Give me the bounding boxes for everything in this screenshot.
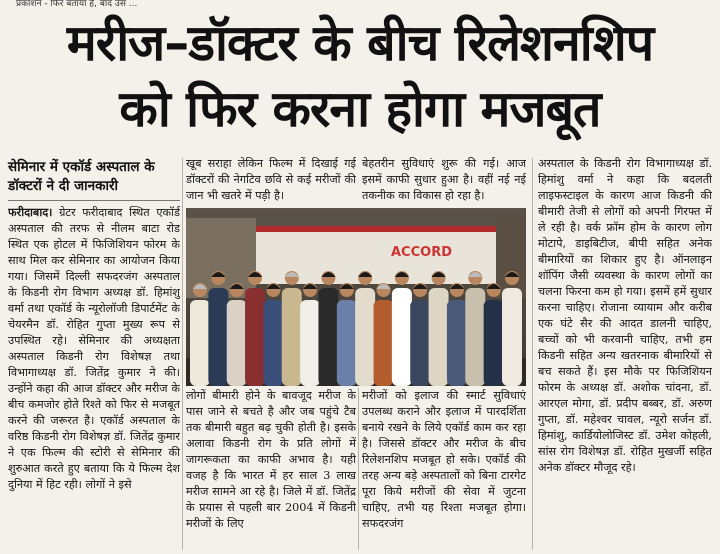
headline [0,10,720,142]
group-photo-image [186,208,526,386]
column-1 [8,204,180,552]
column-divider-2 [358,388,359,550]
column-2-top-text: खूब सराहा लेकिन फिल्म में दिखाई गई डॉक्टरों की नेगटिव छवि से कई मरीजों की जान भी खतरे में पड़ी है। [186,157,356,202]
column-2-bottom-text: लोगों बीमारी होने के बावजूद मरीज के पास जाने से बचते है और जब पहुंचे टैब तक बीमारी बहुत बढ़ चुकी होती है। इसके अलावा किडनी रोग के प्रति लोगों में जागरूकता का काफी अभाव है। यही वजह है कि भारत में हर साल 3 लाख मरीज सामने आ रहे है। जिले में डॉ. जितेंद्र के प्रयास से पहली बार 2004 में किडनी मरीजों के लिए [186,389,356,530]
column-3-bottom [362,388,526,552]
column-2-top [186,156,356,206]
column-3-bottom-text: मरीजों को इलाज की स्मार्ट सुविधाएं उपलब्ध कराने और इलाज में पारदर्शिता बनाये रखने के लिये एकॉर्ड काम कर रहा है। जिससे डॉक्टर और मरीज के बीच रिलेशनशिप मजबूत हो सके। एकॉर्ड की तरह अन्य बड़े अस्पतालों को बिना टारगेट पूरा किये मरीजों की सेवा में जुटना चाहिए, तभी यह रिश्ता मजबूत होगा। सफदरजंग [362,389,526,530]
top-strip-text: प्रकाशन - फिर बताया है, बाद उस ... [16,0,138,9]
column-1-text: ग्रेटर फरीदाबाद स्थित एकॉर्ड अस्पताल की तरफ से नीलम बाटा रोड स्थित एक होटल में फिजिशियन फोरम के साथ मिल कर सेमिनार का आयोजन किया गया। जिसमें दिल्ली सफदरजंग अस्पताल के किडनी रोग विभाग अध्यक्ष डॉ. हिमांशु वर्मा तथा एकॉर्ड के न्यूरोलॉजी डिपार्टमेंट के चेयरमैन डॉ. रोहित गुप्ता मुख्य रूप से उपस्थित रहे। सेमिनार की अध्यक्षता अस्पताल किडनी रोग विशेषज्ञ तथा विभागाध्यक्ष डॉ. जितेंद्र कुमार ने की। उन्होंने कहा की आज डॉक्टर और मरीज के बीच कमजोर होते रिश्ते को फिर से मजबूत करने की जरूरत है। एकॉर्ड अस्पताल के वरिष्ठ किडनी रोग विशेषज्ञ डॉ. जितेंद्र कुमार ने एक फिल्म की स्टोरी से सेमिनार की शुरुआत करते हुए बताया कि ये फिल्म देश दुनिया में हिट रही। लोगों ने इसे [8,206,180,491]
column-3-top [362,156,526,206]
column-divider-1 [182,158,183,550]
headline-line-2: को फिर करना होगा मजबूत [119,80,601,138]
headline-line-1: मरीज–डॉक्टर के बीच रिलेशनशिप [66,14,654,72]
dateline: फरीदाबाद। [8,205,53,219]
column-4-text: अस्पताल के किडनी रोग विभागाध्यक्ष डॉ. हिमांशु वर्मा ने कहा कि बदलती लाइफस्टाइल के कारण आज किडनी की बीमारी तेजी से लोगों को अपनी गिरफ्त में ले रही है। वर्क फ्रॉम होम के कारण लोग मोटापे, डाइबिटीज, बीपी सहित अनेक बीमारियों का शिकार हुए है। ऑनलाइन शॉपिंग जैसी व्यवस्था के कारण लोगों का चलना फिरना कम हो गया। इसमें हमें सुधार करना चाहिए। रोजाना व्यायाम और करीब एक घंटे सैर की आदत डालनी चाहिए, बच्चों को भी करवानी चाहिए, तभी हम किडनी सहित अन्य खतरनाक बीमारियों से बच सकते हैं। इस मौके पर फिजिशियन फोरम के अध्यक्ष डॉ. अशोक चांदना, डॉ. आरएल मोगा, डॉ. प्रदीप बब्बर, डॉ. अरुण गुप्ता, डॉ. महेश्वर चावल, न्यूरो सर्जन डॉ. हिमांशु, कार्डियोलोजिस्ट डॉ. उमेश कोहली, सांस रोग विशेषज्ञ डॉ. रोहित मुखर्जी सहित अनेक डॉक्टर मौजूद रहे। [538,157,712,474]
group-photo [186,208,526,386]
column-divider-3 [532,158,533,550]
subheading: सेमिनार में एकॉर्ड अस्पताल के डॉक्टरों ने दी जानकारी [8,159,155,194]
column-2-bottom [186,388,356,552]
column-4 [538,156,712,552]
column-3-top-text: बेहतरीन सुविधाएं शुरू की गई। आज इसमें काफी सुधार हुआ है। वहीं नई नई तकनीक का विकास हो रहा है। [362,157,526,202]
subheading-rule [8,200,180,201]
banner-logo-text: ACCORD [391,245,452,260]
